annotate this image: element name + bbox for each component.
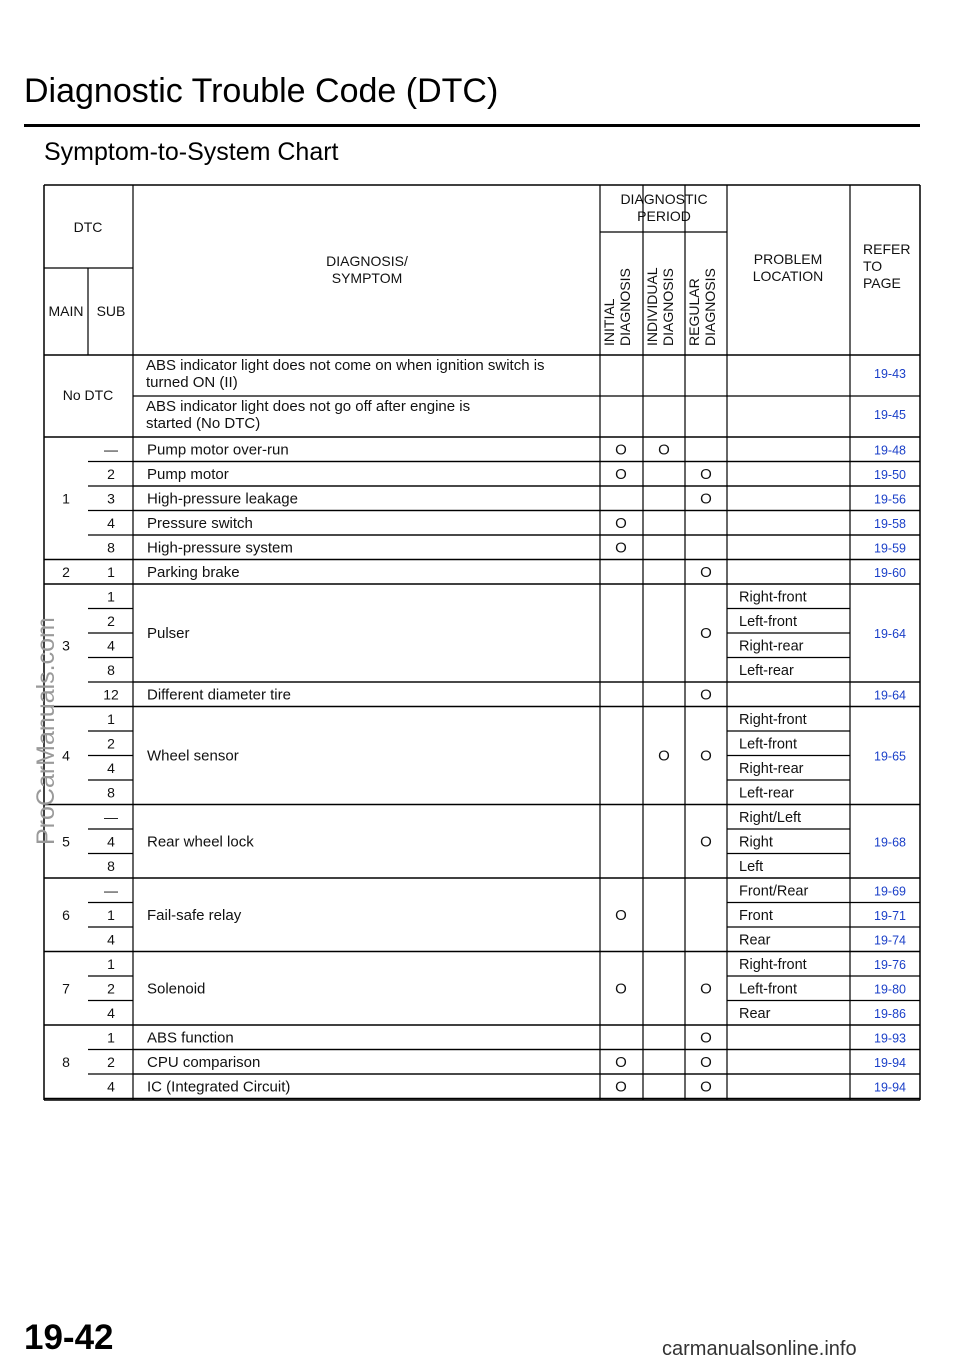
problem-location: Right [739, 834, 773, 851]
header-refer: REFER [863, 241, 911, 257]
header-main: MAIN [48, 303, 84, 319]
dtc-sub: 8 [107, 857, 115, 874]
problem-location: Right-front [739, 589, 807, 606]
problem-location: Left-front [739, 613, 798, 630]
problem-location: Right-front [739, 711, 807, 728]
dtc-sub: 4 [107, 759, 115, 776]
refer-page-link: 19-65 [874, 749, 906, 764]
symptom-text: Wheel sensor [147, 747, 239, 765]
header-initial-diagnosis-1: INITIAL [601, 298, 617, 346]
symptom-text: IC (Integrated Circuit) [147, 1078, 291, 1096]
symptom-text: Solenoid [147, 980, 206, 998]
header-regular-diagnosis-2: DIAGNOSIS [702, 268, 718, 346]
header-sub: SUB [96, 303, 126, 319]
problem-location: Right-rear [739, 638, 804, 655]
header-regular-diagnosis-1: REGULAR [686, 278, 702, 346]
problem-location: Left [739, 858, 764, 875]
dtc-sub: 2 [107, 980, 115, 997]
dtc-sub: 1 [107, 563, 115, 580]
dtc-sub: 8 [107, 539, 115, 556]
header-symptom: SYMPTOM [331, 270, 403, 286]
symptom-text: Pulser [147, 625, 190, 642]
refer-page-link: 19-94 [874, 1080, 906, 1095]
refer-page-link: 19-48 [874, 443, 906, 458]
dtc-main-3: 3 [62, 637, 70, 654]
dtc-main-2: 2 [62, 563, 70, 580]
mark-regular: O [700, 563, 712, 581]
header-diagnosis: DIAGNOSIS/ [326, 253, 408, 269]
dtc-sub: — [104, 441, 118, 458]
problem-location: Rear [739, 932, 771, 949]
mark-regular: O [700, 625, 712, 642]
symptom-text: Parking brake [147, 563, 240, 581]
refer-page-link: 19-45 [874, 408, 906, 422]
refer-page-link: 19-80 [874, 982, 906, 997]
mark-regular: O [700, 686, 712, 704]
mark-regular: O [700, 1078, 712, 1096]
dtc-sub: 2 [107, 1053, 115, 1070]
problem-location: Left-rear [739, 785, 794, 802]
mark-initial: O [615, 465, 627, 483]
header-diagnostic-period: DIAGNOSTIC [620, 191, 708, 207]
header-to: TO [863, 258, 883, 274]
dtc-main-7: 7 [62, 980, 70, 997]
problem-location: Right-rear [739, 760, 804, 777]
refer-page-link: 19-69 [874, 884, 906, 899]
problem-location: Front [739, 907, 773, 924]
dtc-sub: 12 [103, 686, 119, 703]
mark-initial: O [615, 906, 627, 924]
dtc-sub: 4 [107, 1004, 115, 1021]
problem-location: Rear [739, 1005, 771, 1022]
dtc-sub: 3 [107, 490, 115, 507]
dtc-main-8: 8 [62, 1053, 70, 1070]
symptom-text: Pump motor [147, 465, 229, 483]
symptom-text-cont: started (No DTC) [146, 415, 261, 432]
symptom-text: ABS function [147, 1029, 234, 1047]
problem-location: Front/Rear [739, 883, 809, 900]
dtc-sub: 1 [107, 588, 115, 605]
dtc-sub: 8 [107, 661, 115, 678]
dtc-main-6: 6 [62, 906, 70, 923]
refer-page-link: 19-94 [874, 1055, 906, 1070]
refer-page-link: 19-64 [874, 688, 906, 703]
symptom-text-cont: turned ON (II) [146, 374, 238, 391]
header-dtc: DTC [73, 219, 103, 235]
symptom-text: ABS indicator light does not come on when ignition switch is [146, 357, 545, 374]
dtc-sub: 4 [107, 637, 115, 654]
dtc-sub: 2 [107, 612, 115, 629]
problem-location: Right/Left [739, 809, 802, 826]
refer-page-link: 19-93 [874, 1031, 906, 1046]
header-location: LOCATION [752, 268, 824, 284]
problem-location: Left-front [739, 736, 798, 753]
refer-page-link: 19-86 [874, 1006, 906, 1021]
refer-page-link: 19-50 [874, 467, 906, 482]
mark-initial: O [615, 441, 627, 459]
problem-location: Left-rear [739, 662, 794, 679]
symptom-text: Pump motor over-run [147, 441, 289, 459]
mark-regular: O [700, 747, 712, 765]
dtc-main-5: 5 [62, 833, 70, 850]
refer-page-link: 19-76 [874, 957, 906, 972]
header-initial-diagnosis-2: DIAGNOSIS [617, 268, 633, 346]
symptom-text: Fail-safe relay [147, 906, 242, 924]
dtc-sub: 4 [107, 931, 115, 948]
dtc-sub: — [104, 808, 118, 825]
refer-page-link: 19-60 [874, 565, 906, 580]
refer-page-link: 19-71 [874, 908, 906, 923]
dtc-main-4: 4 [62, 747, 70, 764]
symptom-text: Pressure switch [147, 514, 253, 532]
mark-individual: O [658, 441, 670, 459]
mark-initial: O [615, 539, 627, 557]
refer-page-link: 19-74 [874, 933, 906, 948]
dtc-sub: 4 [107, 833, 115, 850]
watermark-text: ProCarManuals.com [32, 617, 60, 845]
refer-page-link: 19-58 [874, 516, 906, 531]
symptom-text: High-pressure system [147, 539, 293, 557]
refer-page-link: 19-59 [874, 541, 906, 556]
mark-initial: O [615, 1078, 627, 1096]
dtc-sub: 1 [107, 955, 115, 972]
dtc-sub: 4 [107, 514, 115, 531]
mark-initial: O [615, 980, 627, 998]
dtc-sub: 2 [107, 735, 115, 752]
dtc-main-1: 1 [62, 490, 70, 507]
mark-initial: O [615, 514, 627, 532]
dtc-sub: 1 [107, 710, 115, 727]
refer-page-link: 19-56 [874, 492, 906, 507]
symptom-text: High-pressure leakage [147, 490, 298, 508]
page-number: 19-42 [24, 1318, 114, 1357]
dtc-sub: — [104, 882, 118, 899]
header-page: PAGE [863, 275, 901, 291]
header-individual-diagnosis-2: DIAGNOSIS [660, 268, 676, 346]
mark-individual: O [658, 747, 670, 765]
symptom-text: Rear wheel lock [147, 833, 254, 851]
problem-location: Left-front [739, 981, 798, 998]
header-problem: PROBLEM [753, 251, 823, 267]
no-dtc-label: No DTC [62, 387, 114, 403]
page-title: Diagnostic Trouble Code (DTC) [24, 72, 499, 110]
watermark [16, 565, 66, 845]
refer-page-link: 19-43 [874, 367, 906, 381]
problem-location: Right-front [739, 956, 807, 973]
dtc-sub: 1 [107, 906, 115, 923]
header-individual-diagnosis-1: INDIVIDUAL [644, 267, 660, 346]
dtc-sub: 8 [107, 784, 115, 801]
mark-regular: O [700, 833, 712, 851]
refer-page-link: 19-64 [874, 627, 906, 641]
symptom-text: Different diameter tire [147, 686, 291, 704]
symptom-text: ABS indicator light does not go off after engine is [146, 398, 471, 415]
header-period: PERIOD [637, 208, 691, 224]
mark-regular: O [700, 980, 712, 998]
refer-page-link: 19-68 [874, 835, 906, 850]
footer-site: carmanualsonline.info [662, 1338, 857, 1360]
dtc-sub: 1 [107, 1029, 115, 1046]
chart-subtitle: Symptom-to-System Chart [44, 138, 339, 166]
mark-regular: O [700, 1029, 712, 1047]
dtc-sub: 4 [107, 1078, 115, 1095]
mark-initial: O [615, 1053, 627, 1071]
mark-regular: O [700, 490, 712, 508]
mark-regular: O [700, 1053, 712, 1071]
dtc-sub: 2 [107, 465, 115, 482]
mark-regular: O [700, 465, 712, 483]
symptom-text: CPU comparison [147, 1053, 261, 1071]
